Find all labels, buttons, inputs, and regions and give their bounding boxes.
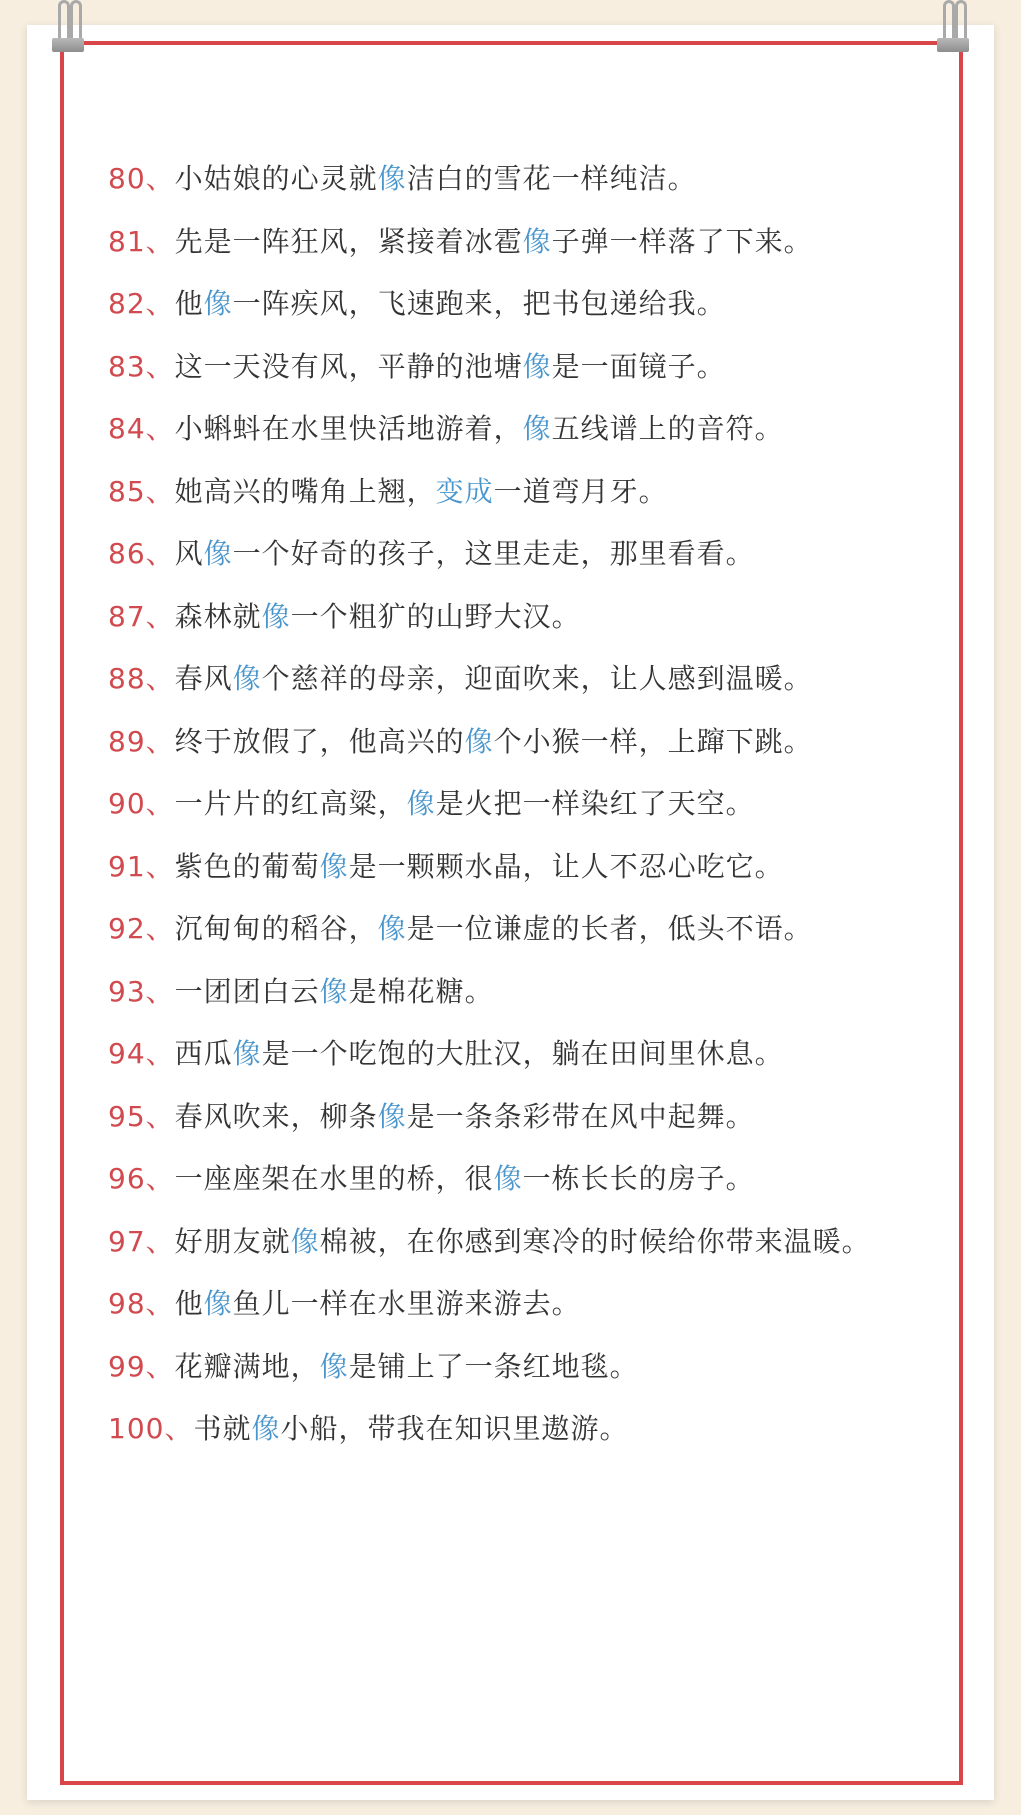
list-item — [108, 1398, 898, 1461]
item-number: 96、 — [108, 1162, 175, 1195]
item-text: 终于放假了，他高兴的 — [174, 724, 465, 758]
highlight-word: 像 — [377, 1099, 407, 1133]
item-number: 100、 — [108, 1412, 194, 1445]
item-text: 棉被，在你感到寒冷的时候给你带来温暖。 — [319, 1224, 871, 1258]
highlight-word: 像 — [319, 1349, 349, 1383]
item-number: 95、 — [108, 1099, 175, 1133]
item-text: 先是一阵狂风，紧接着冰雹 — [174, 224, 523, 258]
highlight-word: 像 — [319, 849, 349, 883]
list-item — [108, 1211, 898, 1274]
highlight-word: 像 — [522, 412, 552, 445]
item-number: 97、 — [108, 1224, 175, 1258]
highlight-word: 变成 — [435, 474, 494, 508]
item-text: 一片片的红高粱， — [174, 787, 407, 820]
list-item — [108, 648, 898, 711]
highlight-word: 像 — [232, 1037, 262, 1070]
binder-clip-icon — [935, 0, 971, 54]
list-item — [108, 211, 898, 274]
item-text: 花瓣满地， — [174, 1349, 320, 1383]
highlight-word: 像 — [251, 1412, 281, 1445]
list-item — [108, 1148, 898, 1211]
item-number: 86、 — [108, 537, 175, 570]
item-text: 他 — [174, 1287, 204, 1320]
item-text: 她高兴的嘴角上翘， — [174, 474, 436, 508]
highlight-word: 像 — [493, 1162, 523, 1195]
item-text: 一个好奇的孩子，这里走走，那里看看。 — [232, 537, 755, 570]
highlight-word: 像 — [377, 912, 407, 945]
highlight-word: 像 — [522, 224, 552, 258]
item-number: 84、 — [108, 412, 175, 445]
highlight-word: 像 — [203, 287, 233, 320]
list-item — [108, 1023, 898, 1086]
list-item — [108, 336, 898, 399]
highlight-word: 像 — [319, 974, 349, 1008]
highlight-word: 像 — [406, 787, 436, 820]
item-text: 好朋友就 — [174, 1224, 291, 1258]
highlight-word: 像 — [203, 537, 233, 570]
item-text: 一阵疾风，飞速跑来，把书包递给我。 — [232, 287, 726, 320]
highlight-word: 像 — [377, 162, 407, 195]
item-number: 93、 — [108, 974, 175, 1008]
highlight-word: 像 — [203, 1287, 233, 1320]
item-text: 紫色的葡萄 — [174, 849, 320, 883]
item-text: 是铺上了一条红地毯。 — [348, 1349, 639, 1383]
item-text: 他 — [174, 287, 204, 320]
list-item — [108, 586, 898, 649]
item-number: 90、 — [108, 787, 175, 820]
item-text: 一个粗犷的山野大汉。 — [290, 599, 581, 633]
item-text: 一道弯月牙。 — [493, 474, 668, 508]
item-text: 森林就 — [174, 599, 262, 633]
highlight-word: 像 — [261, 599, 291, 633]
highlight-word: 像 — [464, 724, 494, 758]
highlight-word: 像 — [522, 349, 552, 383]
item-number: 88、 — [108, 662, 175, 695]
list-item — [108, 523, 898, 586]
item-text: 鱼儿一样在水里游来游去。 — [232, 1287, 581, 1320]
list-item — [108, 273, 898, 336]
highlight-word: 像 — [232, 662, 262, 695]
item-number: 80、 — [108, 162, 175, 195]
item-text: 风 — [174, 537, 204, 570]
item-number: 83、 — [108, 349, 175, 383]
item-text: 书就 — [193, 1412, 252, 1445]
item-text: 个小猴一样，上蹿下跳。 — [493, 724, 813, 758]
list-item — [108, 1086, 898, 1149]
item-text: 春风 — [174, 662, 233, 695]
list-item — [108, 398, 898, 461]
list-item — [108, 1336, 898, 1399]
item-number: 82、 — [108, 287, 175, 320]
list-item — [108, 148, 898, 211]
item-text: 个慈祥的母亲，迎面吹来，让人感到温暖。 — [261, 662, 813, 695]
sentence-list — [108, 148, 898, 1461]
item-text: 是一位谦虚的长者，低头不语。 — [406, 912, 813, 945]
item-number: 87、 — [108, 599, 175, 633]
item-number: 89、 — [108, 724, 175, 758]
item-text: 是棉花糖。 — [348, 974, 494, 1008]
item-number: 92、 — [108, 912, 175, 945]
highlight-word: 像 — [290, 1224, 320, 1258]
item-text: 五线谱上的音符。 — [551, 412, 784, 445]
item-number: 81、 — [108, 224, 175, 258]
item-text: 洁白的雪花一样纯洁。 — [406, 162, 697, 195]
list-item — [108, 1273, 898, 1336]
item-text: 小蝌蚪在水里快活地游着， — [174, 412, 523, 445]
item-text: 是一条条彩带在风中起舞。 — [406, 1099, 755, 1133]
item-text: 是一颗颗水晶，让人不忍心吃它。 — [348, 849, 784, 883]
list-item — [108, 773, 898, 836]
item-text: 西瓜 — [174, 1037, 233, 1070]
item-number: 99、 — [108, 1349, 175, 1383]
item-text: 沉甸甸的稻谷， — [174, 912, 378, 945]
item-text: 一团团白云 — [174, 974, 320, 1008]
item-text: 是一个吃饱的大肚汉，躺在田间里休息。 — [261, 1037, 784, 1070]
item-text: 是一面镜子。 — [551, 349, 726, 383]
list-item — [108, 461, 898, 524]
item-text: 小船，带我在知识里遨游。 — [280, 1412, 629, 1445]
item-text: 这一天没有风，平静的池塘 — [174, 349, 523, 383]
item-number: 85、 — [108, 474, 175, 508]
list-item — [108, 898, 898, 961]
list-item — [108, 711, 898, 774]
item-number: 94、 — [108, 1037, 175, 1070]
list-item — [108, 961, 898, 1024]
item-text: 子弹一样落了下来。 — [551, 224, 813, 258]
item-text: 小姑娘的心灵就 — [174, 162, 378, 195]
item-text: 一座座架在水里的桥，很 — [174, 1162, 494, 1195]
item-number: 91、 — [108, 849, 175, 883]
item-text: 春风吹来，柳条 — [174, 1099, 378, 1133]
binder-clip-icon — [50, 0, 86, 54]
item-text: 一栋长长的房子。 — [522, 1162, 755, 1195]
item-text: 是火把一样染红了天空。 — [435, 787, 755, 820]
list-item — [108, 836, 898, 899]
item-number: 98、 — [108, 1287, 175, 1320]
